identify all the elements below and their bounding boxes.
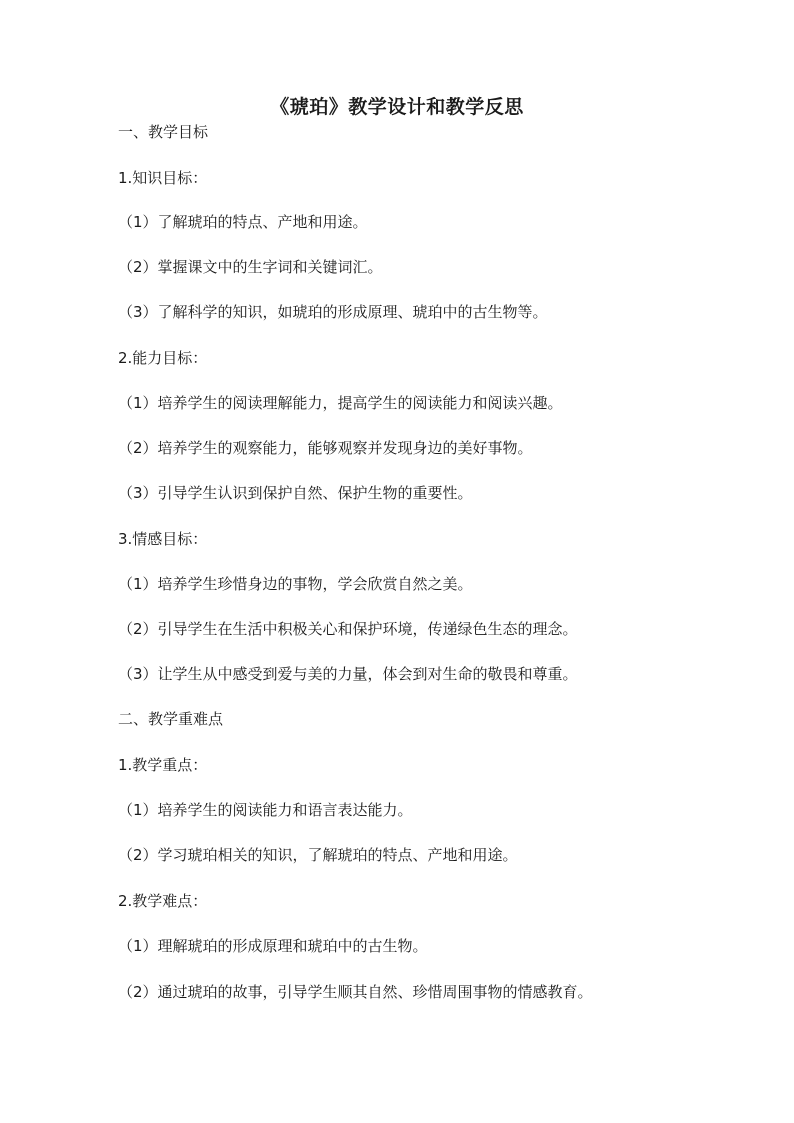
list-item: （3）让学生从中感受到爱与美的力量，体会到对生命的敬畏和尊重。 [118,665,578,683]
list-item: （3）引导学生认识到保护自然、保护生物的重要性。 [118,484,473,502]
list-item: （1）理解琥珀的形成原理和琥珀中的古生物。 [118,937,428,955]
list-item: （2）学习琥珀相关的知识，了解琥珀的特点、产地和用途。 [118,846,518,864]
subheading-key-points: 1.教学重点： [118,756,208,774]
section-heading-key-difficult-points: 二、教学重难点 [118,710,224,728]
list-item: （3）了解科学的知识，如琥珀的形成原理、琥珀中的古生物等。 [118,303,548,321]
list-item: （2）通过琥珀的故事，引导学生顺其自然、珍惜周围事物的情感教育。 [118,983,593,1001]
list-item: （2）培养学生的观察能力，能够观察并发现身边的美好事物。 [118,439,533,457]
list-item: （2）掌握课文中的生字词和关键词汇。 [118,258,383,276]
list-item: （1）培养学生的阅读能力和语言表达能力。 [118,801,413,819]
list-item: （1）了解琥珀的特点、产地和用途。 [118,213,368,231]
list-item: （1）培养学生的阅读理解能力，提高学生的阅读能力和阅读兴趣。 [118,394,563,412]
subheading-emotion-goals: 3.情感目标： [118,530,208,548]
subheading-knowledge-goals: 1.知识目标： [118,169,208,187]
subheading-difficult-points: 2.教学难点： [118,892,208,910]
subheading-ability-goals: 2.能力目标： [118,349,208,367]
list-item: （2）引导学生在生活中积极关心和保护环境，传递绿色生态的理念。 [118,620,578,638]
section-heading-teaching-goals: 一、教学目标 [118,123,209,141]
document-title: 《琥珀》教学设计和教学反思 [270,96,524,118]
list-item: （1）培养学生珍惜身边的事物，学会欣赏自然之美。 [118,575,473,593]
